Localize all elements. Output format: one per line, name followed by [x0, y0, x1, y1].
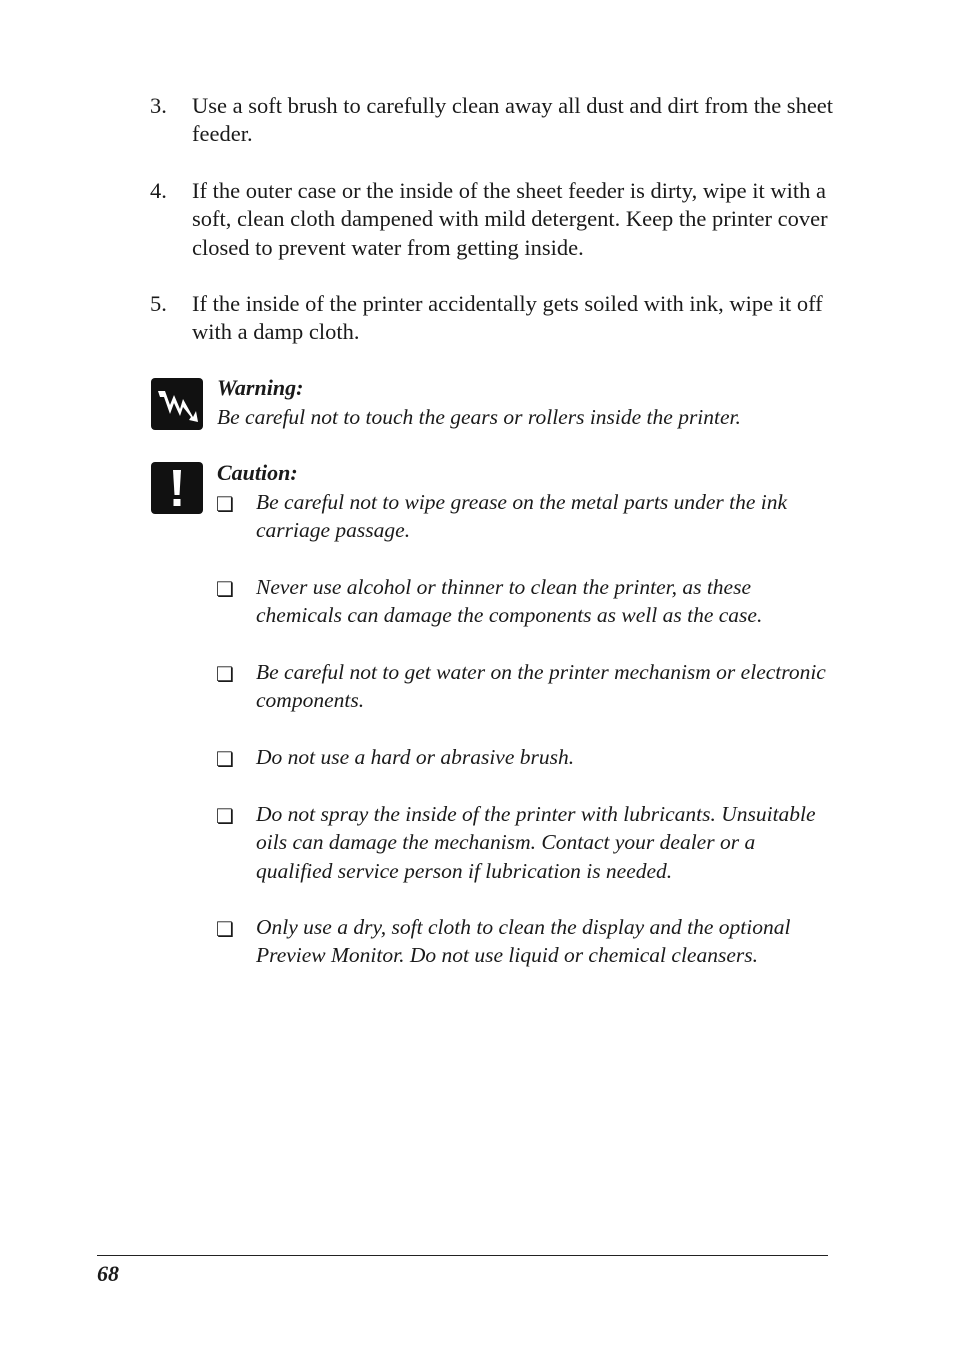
- warning-lightning-icon: [151, 378, 203, 430]
- step-3: [150, 92, 840, 149]
- step-number: 4.: [150, 178, 167, 203]
- caution-item: [216, 658, 836, 715]
- caution-item: [216, 488, 836, 545]
- step-number: 3.: [150, 93, 167, 118]
- page-number: 68: [97, 1261, 119, 1286]
- checkbox-bullet-icon: ❏: [216, 664, 234, 686]
- step-4: [150, 177, 840, 262]
- step-text: If the inside of the printer accidentally gets soiled with ink, wipe it off with a damp cloth.: [192, 291, 823, 345]
- checkbox-bullet-icon: ❏: [216, 749, 234, 771]
- caution-item-text: Be careful not to wipe grease on the metal parts under the ink carriage passage.: [256, 490, 788, 543]
- footer-rule: [97, 1255, 828, 1256]
- caution-item-text: Do not spray the inside of the printer with lubricants. Unsuitable oils can damage the mechanism. Contact your dealer or a qualified service person if lubrication is needed.: [256, 802, 816, 883]
- caution-exclamation-icon: [151, 462, 203, 514]
- checkbox-bullet-icon: ❏: [216, 919, 234, 941]
- step-number: 5.: [150, 291, 167, 316]
- caution-title: Caution:: [217, 460, 298, 485]
- checkbox-bullet-icon: ❏: [216, 494, 234, 516]
- step-5: [150, 290, 840, 347]
- checkbox-bullet-icon: ❏: [216, 579, 234, 601]
- caution-item: [216, 743, 836, 771]
- caution-item-text: Never use alcohol or thinner to clean the printer, as these chemicals can damage the components as well as the case.: [256, 575, 763, 628]
- caution-item-text: Be careful not to get water on the printer mechanism or electronic components.: [256, 660, 826, 713]
- step-text: Use a soft brush to carefully clean away all dust and dirt from the sheet feeder.: [192, 93, 834, 147]
- caution-item: [216, 800, 836, 885]
- step-text: If the outer case or the inside of the sheet feeder is dirty, wipe it with a soft, clean cloth dampened with mild detergent. Keep the printer cover closed to prevent water from getting inside.: [192, 178, 828, 260]
- caution-item-text: Do not use a hard or abrasive brush.: [256, 745, 575, 769]
- caution-item-text: Only use a dry, soft cloth to clean the display and the optional Preview Monitor. Do not use liquid or chemical cleansers.: [256, 915, 791, 968]
- warning-text: Be careful not to touch the gears or rollers inside the printer.: [217, 405, 741, 429]
- warning-title: Warning:: [217, 375, 304, 400]
- checkbox-bullet-icon: ❏: [216, 806, 234, 828]
- caution-item: [216, 913, 836, 970]
- caution-item: [216, 573, 836, 630]
